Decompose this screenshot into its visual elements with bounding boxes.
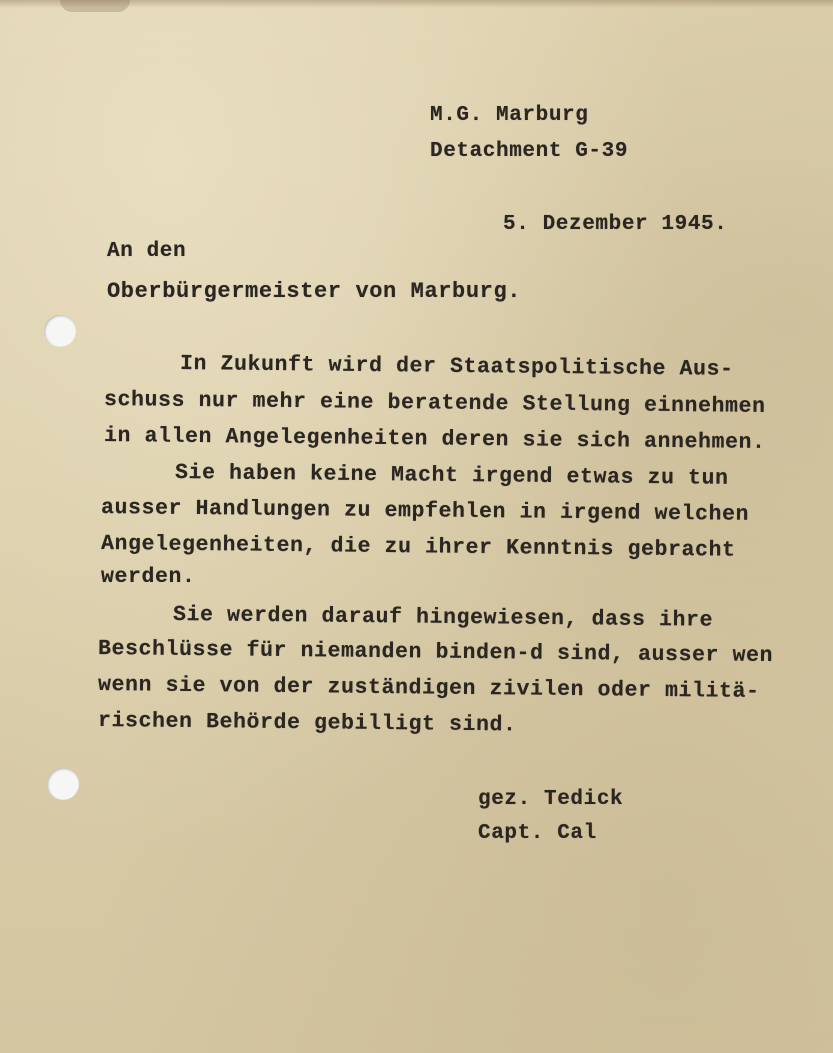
body-line: Sie werden darauf hingewiesen, dass ihre <box>172 603 714 633</box>
body-line: rischen Behörde gebilligt sind. <box>97 709 517 738</box>
paper-stain <box>60 0 130 12</box>
body-line: ausser Handlungen zu empfehlen in irgend welchen <box>100 496 750 527</box>
signature-title: Capt. Cal <box>478 822 597 845</box>
letter-date: 5. Dezember 1945. <box>503 213 728 236</box>
sender-unit: Detachment G-39 <box>430 140 629 163</box>
sender-name: M.G. Marburg <box>430 104 589 127</box>
body-line: Beschlüsse für niemanden binden-d sind, ausser wen <box>97 637 774 669</box>
body-line: In Zukunft wird der Staatspolitische Aus- <box>179 352 734 382</box>
body-line: werden. <box>101 565 196 589</box>
body-line: in allen Angelegenheiten deren sie sich annehmen. <box>103 424 766 455</box>
addressee-line-2: Oberbürgermeister von Marburg. <box>107 279 522 304</box>
punch-hole-top <box>44 315 76 347</box>
body-line: wenn sie von der zuständigen zivilen oder militä- <box>97 673 760 704</box>
signature-name: gez. Tedick <box>478 788 624 811</box>
addressee-line-1: An den <box>107 240 187 263</box>
body-line: Sie haben keine Macht irgend etwas zu tun <box>174 461 729 491</box>
body-line: Angelegenheiten, die zu ihrer Kenntnis gebracht <box>100 532 736 563</box>
body-line: schuss nur mehr eine beratende Stellung einnehmen <box>103 388 766 419</box>
punch-hole-bottom <box>47 768 79 800</box>
